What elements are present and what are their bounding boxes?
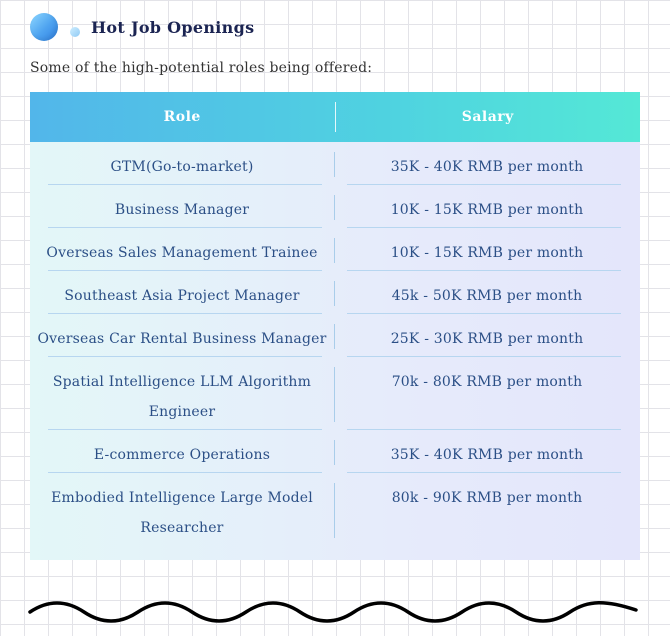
intro-text: Some of the high-potential roles being offered:: [30, 60, 373, 76]
wavy-divider: [28, 596, 640, 626]
role-cell: Embodied Intelligence Large Model Researcher: [51, 490, 313, 536]
salary-cell: 45k - 50K RMB per month: [391, 288, 583, 304]
role-column-header: Role: [163, 109, 201, 125]
salary-cell: 70k - 80K RMB per month: [391, 374, 583, 390]
table-row: [30, 185, 640, 228]
small-circle-icon: [70, 27, 80, 37]
salary-cell: 10K - 15K RMB per month: [390, 245, 584, 261]
role-cell: Spatial Intelligence LLM Algorithm Engineer: [52, 374, 312, 420]
salary-cell: 35K - 40K RMB per month: [390, 447, 584, 463]
role-cell: Southeast Asia Project Manager: [64, 288, 300, 304]
circle-bullet-icon: [30, 13, 58, 41]
table-row: [30, 271, 640, 314]
table-row: [30, 314, 640, 357]
salary-cell: 10K - 15K RMB per month: [390, 202, 584, 218]
role-cell: E-commerce Operations: [93, 447, 271, 463]
table-row: [30, 142, 640, 185]
table-header: [30, 92, 640, 142]
table-row: [30, 473, 640, 560]
salary-cell: 35K - 40K RMB per month: [390, 159, 584, 175]
table-row: [30, 228, 640, 271]
section-title: Hot Job Openings: [91, 17, 255, 37]
role-cell: Business Manager: [114, 202, 250, 218]
jobs-table: [30, 92, 640, 560]
role-cell: Overseas Sales Management Trainee: [46, 245, 318, 261]
salary-column-header: Salary: [461, 109, 514, 125]
salary-cell: 80k - 90K RMB per month: [391, 490, 583, 506]
salary-cell: 25K - 30K RMB per month: [390, 331, 584, 347]
table-row: [30, 430, 640, 473]
role-cell: GTM(Go-to-market): [110, 159, 254, 175]
table-row: [30, 357, 640, 430]
role-cell: Overseas Car Rental Business Manager: [37, 331, 327, 347]
section-header: [30, 12, 254, 42]
